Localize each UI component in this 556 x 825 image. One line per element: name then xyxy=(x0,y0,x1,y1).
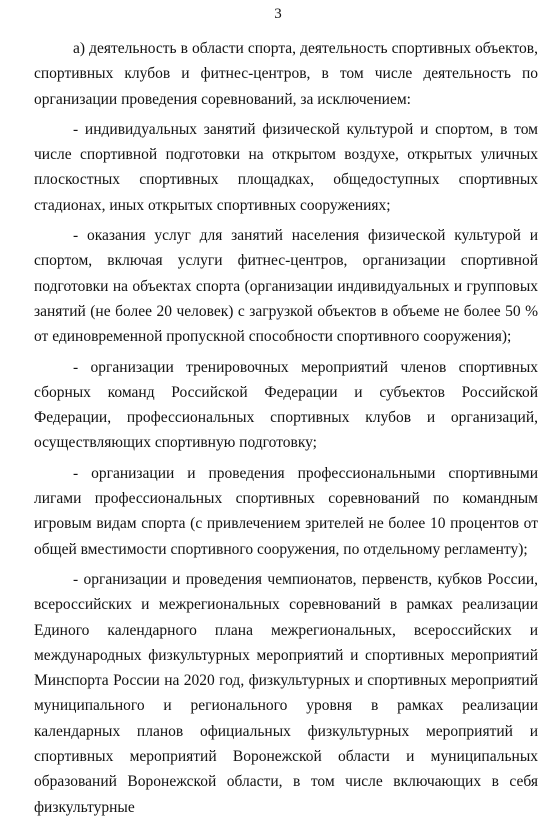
paragraph-national-teams: - организации тренировочных мероприятий членов спортивных сборных команд Российской Федерации и субъектов Российской Федерации, профессиональных спортивных клубов и организаций, осуществляющих спортивную подготовку; xyxy=(34,358,538,452)
paragraph-sports-activity: а) деятельность в области спорта, деятельность спортивных объектов, спортивных клубов и фитнес-центров, в том числе деятельность по организации проведения соревнований, за исключением: xyxy=(34,40,538,108)
paragraph-championships: - организации и проведения чемпионатов, первенств, кубков России, всероссийских и межрегиональных соревнований в рамках реализации Единого календарного плана межрегиональных, всероссийских и международных физкультурных мероприятий и спортивных мероприятий Минспорта России на 2020 год, физкультурных и спортивных мероприятий муниципального и регионального уровня в рамках реализации календарных планов официальных физкультурных мероприятий и спортивных мероприятий Воронежской области и муниципальных образований Воронежской области, в том числе включающих в себя физкультурные xyxy=(34,570,538,816)
paragraph-professional-leagues: - организации и проведения профессиональными спортивными лигами профессиональных спортивных соревнований по командным игровым видам спорта (с привлечением зрителей не более 10 процентов от общей вместимости спортивного сооружения, по отдельному регламенту); xyxy=(34,464,538,558)
paragraph-individual-training: - индивидуальных занятий физической культурой и спортом, в том числе спортивной подготовки на открытом воздухе, открытых уличных плоскостных спортивных площадках, общедоступных спортивных стадионах, иных открытых спортивных сооружениях; xyxy=(34,120,538,214)
page-number: 3 xyxy=(274,6,282,22)
document-body xyxy=(34,36,538,825)
paragraph-fitness-services: - оказания услуг для занятий населения физической культурой и спортом, включая услуги фитнес-центров, организации спортивной подготовки на объектах спорта (организации индивидуальных и групповых занятий (не более 20 человек) с загрузкой объектов в объеме не более 50 % от единовременной пропускной способности спортивного сооружения); xyxy=(34,227,538,346)
